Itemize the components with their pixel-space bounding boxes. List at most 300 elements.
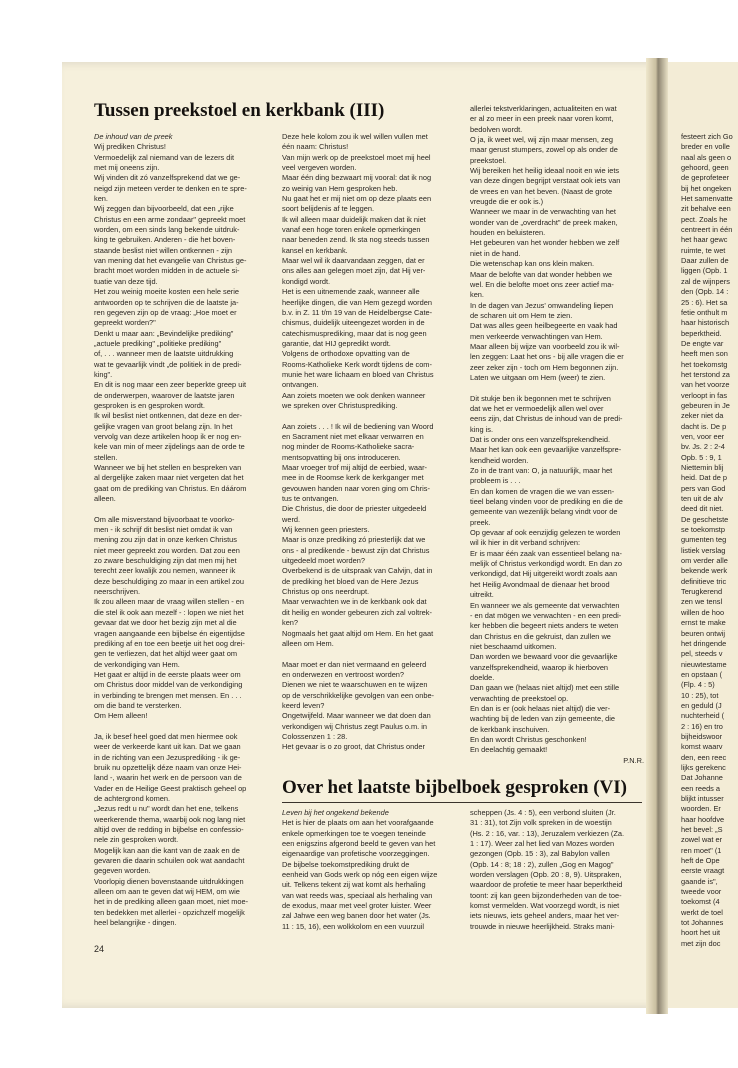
text-line: En deelachtig gemaakt! [470, 745, 548, 755]
text-line: worden verslagen (Opb. 20 : 8, 9). Uitspraken, [470, 870, 622, 880]
next-page-line: zit behalve een [681, 204, 731, 214]
text-line: Dit stukje ben ik begonnen met te schrijven [470, 393, 611, 403]
next-page-line: gumenten teg [681, 535, 727, 545]
next-page-line: de geprofeteer [681, 173, 730, 183]
text-line: neigd zijn meteen verder te denken en te spre- [94, 183, 247, 193]
text-line: Ik wil beslist niet ontkennen, dat deze en der- [94, 411, 242, 421]
text-line: Christus op ons neerdrupt. [282, 587, 370, 597]
text-line: Mogelijk kan aan die kant van de zaak en de [94, 845, 240, 855]
text-line: Wanneer we bij het stellen en bespreken van [94, 463, 242, 472]
text-line: al dergelijke zaken maar niet vergeten dat het [94, 473, 244, 483]
text-line: Dan gaan we (helaas niet altijd) met een stille [470, 683, 620, 693]
next-page-line: het dringende [681, 638, 727, 648]
text-line: preek. [470, 517, 491, 527]
next-page-line: om verder alle [681, 556, 728, 566]
text-line: nog minder de Rooms-Katholieke sacra- [282, 442, 415, 452]
text-line: eenheid van Gods werk op nóg een eigen wijze [282, 870, 438, 880]
text-line: werd. [282, 514, 301, 524]
article-column-1 [94, 132, 272, 928]
next-page-line: se toekomstp [681, 525, 725, 535]
text-line: enkele opmerkingen toe te voegen teneinde [282, 828, 426, 838]
next-page-line: Niettemin blij [681, 463, 724, 472]
next-page-line: tot Johannes [681, 918, 724, 928]
text-line: op de verschrikkelijke gevolgen van een onbe- [282, 690, 435, 700]
text-line: gen te verliezen, dat het altijd weer gaat om [94, 649, 237, 659]
text-line: 1 : 17). Weer zal het lied van Mozes worden [470, 839, 615, 849]
next-page-line: gehoord, geen [681, 163, 729, 173]
text-line: veel vergeven worden. [282, 163, 357, 173]
text-line: vragen aangaande een bijbelse én eigentijdse [94, 628, 245, 638]
next-page-line: heid. Dat de p [681, 473, 728, 483]
text-line: in verbinding te brengen met mensen. En . . . [94, 690, 242, 700]
text-line: neerschrijven. [94, 587, 141, 597]
next-page-line: zen we tensl [681, 597, 723, 607]
text-line: kansel en kerkbank. [282, 245, 348, 255]
text-line: 31 : 31), tot Zijn volk spreken in de woestijn [470, 818, 612, 828]
text-line: in de richting van een Jezusprediking - ik ge- [94, 752, 241, 762]
next-page-line: fetie onthult m [681, 307, 728, 317]
text-line: doelde. [470, 672, 495, 682]
text-line: Dat was alles geen heilbegeerte en vaak had [470, 321, 618, 331]
next-page-line: pect. Zoals he [681, 214, 728, 224]
text-line: niet beschaamd uitkomen. [470, 641, 557, 651]
text-line: bracht moet worden midden in de actuele si- [94, 266, 240, 276]
text-line: ken? [282, 618, 299, 628]
next-page-line: De geschetste [681, 514, 729, 524]
text-line: tus te ontvangen. [282, 494, 339, 504]
next-page-line: tweede voor [681, 887, 722, 897]
text-line: zo zware beschuldiging zijn dat men mij het [94, 556, 237, 566]
second-article-column-2 [470, 808, 648, 932]
next-page-line: Opb. 5 : 9, 1 [681, 452, 722, 462]
text-line: terecht zeer kwalijk zou nemen, wanneer ik [94, 566, 236, 576]
text-line: Aan zoiets moeten we ook denken wanneer [282, 390, 426, 400]
text-line: gegeven worden. [94, 866, 151, 876]
page-gutter [646, 58, 668, 1014]
article-subtitle: De inhoud van de preek [94, 132, 173, 141]
article-column-3 [470, 104, 648, 766]
text-line: Die Christus, die door de priester uitgedeeld [282, 504, 427, 514]
article-column-2 [282, 132, 460, 753]
text-line: de kerkbank inschuiven. [470, 724, 550, 734]
next-page-line: het haar gewc [681, 235, 728, 245]
text-line: de onderwerpen, waarover de laatste jaren [94, 390, 235, 400]
text-line: antwoorden op te schrijven die de laatste ja- [94, 297, 239, 307]
next-page-fragment [668, 62, 738, 1008]
text-line: om die band te versterken. [94, 700, 182, 710]
text-line: ker hebben die begeert niets anders te weten [470, 621, 619, 631]
next-page-line: den (Opb. 14 : [681, 287, 729, 297]
next-page-line: festeert zich Go [681, 132, 733, 141]
text-line: de exodus, maar met veel groter luister. Weer [282, 901, 432, 911]
text-line: En dan komen de vragen die we van essen- [470, 486, 615, 496]
text-line: verwachting de preekstoel op. [470, 693, 569, 703]
paragraph-gap [94, 722, 272, 732]
text-line: Wij bereiken het heilig ideaal nooit en wie iets [470, 166, 620, 176]
next-page-line: definitieve tric [681, 576, 727, 586]
text-line: kendheid worden. [470, 455, 529, 465]
text-line: mening zou zijn dat in onze kerken Christus [94, 535, 237, 545]
text-line: gelijke vragen van groot belang zijn. In het [94, 421, 233, 431]
text-line: er al zo meer in een preek naar voren komt, [470, 114, 614, 124]
next-page-line: 10 : 25), tot [681, 690, 719, 700]
next-page-line: naal als geen o [681, 152, 732, 162]
text-line: Vermoedelijk zal niemand van de lezers dit [94, 152, 235, 162]
text-line: garantie, dat HIJ gepredikt wordt. [282, 338, 391, 348]
text-line: het in de prediking alleen gaan moet, niet moe- [94, 897, 249, 907]
next-page-line: ruimte, te wet [681, 245, 726, 255]
text-line: gezongen (Opb. 15 : 3), zal Babylon vallen [470, 849, 610, 859]
text-line: Laten we uitgaan om Hem (weer) te zien. [470, 372, 606, 382]
text-line: Maar vroeger trof mij altijd de eerbied, waar- [282, 463, 427, 472]
text-line: Het is een uitnemende zaak, wanneer alle [282, 287, 420, 297]
next-page-line: beperktheid. [681, 328, 722, 338]
text-line: Overbekend is de uitspraak van Calvijn, dat in [282, 566, 433, 576]
next-page-line: zowel wat er [681, 835, 723, 845]
next-page-line: het toekomstg [681, 359, 728, 369]
text-line: Wij vinden dit zó vanzelfsprekend dat we ge- [94, 173, 241, 183]
next-page-line: hoort het uit [681, 928, 721, 938]
text-line: b.v. in Z. 11 t/m 19 van de Heidelbergse Cate- [282, 307, 433, 317]
text-line: Het zou weinig moeite kosten een hele serie [94, 287, 240, 297]
text-line: Maar is onze prediking zó priesterlijk dat we [282, 535, 426, 545]
text-line: van wat reeds was, speciaal als herhaling van [282, 890, 433, 900]
text-line: king te gebruiken. Anderen - die het boven- [94, 235, 236, 245]
text-line: van mening dat het evangelie van Christus ge- [94, 256, 247, 266]
next-page-line: zal de wijnpers [681, 276, 730, 286]
text-line: gevouwen handen naar voren ging om Chris- [282, 483, 430, 493]
next-page-line: gebeuren in Je [681, 400, 730, 410]
text-line: verkondigd, dat Hij uitgereikt wordt zoals aan [470, 569, 618, 579]
text-line: wachting bij de leden van zijn gemeente, die [470, 714, 616, 724]
text-line: Maar alleen bij wijze van voorbeeld zou ik wil- [470, 341, 620, 351]
text-line: „Jezus redt u nu" wordt dan het ene, telkens [94, 804, 239, 814]
text-line: alleen om Hem. [282, 638, 334, 648]
next-page-line: centreert in één [681, 225, 733, 235]
next-page-line: het terstond za [681, 369, 730, 379]
next-page-line: bijheidswoor [681, 731, 723, 741]
text-line: men verkeerde verwachtingen van Hem. [470, 331, 603, 341]
text-line: ons - al predikende - bewust zijn dat Christus [282, 545, 430, 555]
text-line: en Sacrament niet met elkaar verwarren en [282, 431, 424, 441]
text-line: mee in de Roomse kerk de kerkganger met [282, 473, 424, 483]
text-line: ken. [470, 290, 484, 300]
text-line: bedolven wordt. [470, 124, 523, 134]
next-page-line: De engte var [681, 338, 724, 348]
title-rule [282, 802, 642, 803]
text-line: Voorlopig dienen bovenstaande uitdrukkingen [94, 876, 244, 886]
text-line: ten bedekken met allerlei - opzichzelf mogelijk [94, 907, 245, 917]
next-page-line: ven, voor eer [681, 431, 725, 441]
text-line: naar beneden zend. Ik sta nog steeds tussen [282, 235, 430, 245]
text-line: zeer zeker zijn - toch om Hem begonnen zijn. [470, 362, 619, 372]
text-line: de achtergrond komen. [94, 794, 171, 803]
text-line: Het gaat er altijd in de eerste plaats weer om [94, 669, 241, 679]
text-line: Maar wel wil ik daarvandaan zeggen, dat er [282, 256, 425, 266]
text-line: weerkerende thema, waarbij ook nog lang niet [94, 814, 246, 824]
text-line: alleen om aan te geven dat wij HEM, om wie [94, 887, 240, 897]
text-line: En dit is nog maar een zeer beperkte greep uit [94, 380, 247, 390]
text-line: wel. En die belofte moet ons zeer actief ma- [470, 279, 614, 289]
paragraph-gap [94, 504, 272, 514]
text-line: niet meer gepreekt zou worden. Dat zou een [94, 545, 240, 555]
text-line: tuatie van deze tijd. [94, 276, 158, 286]
next-page-line: werkt de toel [681, 907, 723, 917]
text-line: Maar één ding bezwaart mij vooral: dat ik nog [282, 173, 432, 183]
next-page-line: toekomst (4 [681, 897, 720, 907]
text-line: kondigd wordt. [282, 276, 331, 286]
text-line: bruik nu opzettelijk déze naam van onze Hei- [94, 762, 242, 772]
text-line: ons alles aan gelegen moet zijn, dat Hij ver- [282, 266, 426, 276]
text-line: van deze dingen begrijpt verstaat ook iets van [470, 176, 621, 186]
text-line: melijk of Christus verkondigd wordt. En dan zo [470, 559, 622, 569]
next-page-line: met zijn doc [681, 938, 721, 948]
next-page-line: beuren ontwij [681, 628, 725, 638]
text-line: uit. Telkens tekent zij wat komt als herhaling [282, 880, 426, 890]
text-line: eigenaardige van profetische voorzeggingen. [282, 849, 430, 859]
next-page-line: van het voorze [681, 380, 730, 390]
text-line: De bijbelse toekomstprediking drukt de [282, 859, 410, 869]
text-line: Die wetenschap kan ons klein maken. [470, 259, 595, 269]
text-line: Maar moet er dan niet vermaand en geleerd [282, 659, 427, 669]
text-line: vanaf een hoge toren enkele opmerkingen [282, 225, 421, 235]
text-line: Er is maar één zaak van essentieel belang na- [470, 548, 623, 558]
next-page-line: den, een reec [681, 752, 727, 762]
second-article-title: Over het laatste bijbelboek gesproken (VI) [282, 777, 627, 798]
next-page-line: Het samenvatte [681, 194, 733, 204]
text-line: Wij prediken Christus! [94, 142, 166, 152]
text-line: soort belijdenis af te leggen. [282, 204, 375, 214]
text-line: met mij oneens zijn. [94, 163, 160, 173]
next-page-line: zeker niet da [681, 411, 724, 421]
text-line: vreugde die er ook is.) [470, 197, 544, 207]
text-line: Ik zou alleen maar de vraag willen stellen - en [94, 597, 244, 607]
text-line: probleem is . . . [470, 476, 521, 486]
next-page-line: nuchterheid ( [681, 711, 725, 721]
next-page-line: eerste vraagt [681, 866, 725, 876]
text-line: ken. [94, 194, 108, 204]
next-page-line: bij het ongeken [681, 183, 732, 193]
text-line: En dan wordt Christus geschonken! [470, 734, 587, 744]
text-line: Om Hem alleen! [94, 711, 148, 721]
article-title: Tussen preekstoel en kerkbank (III) [94, 100, 385, 121]
text-line: Maar het kan ook een gevaarlijke vanzelfspre- [470, 445, 622, 455]
text-line: vervolg van deze artikelen hoop ik er nog en- [94, 431, 242, 441]
text-line: Aan zoiets . . . ! Ik wil de bediening van Woord [282, 421, 434, 431]
text-line: En dan is er (ook helaas niet altijd) die ver- [470, 703, 611, 713]
text-line: gemeente van wezenlijk belang vindt voor de [470, 507, 618, 517]
text-line: altijd over de redding in bijbelse en confessio- [94, 825, 244, 835]
text-line: catechismusprediking, maar dat is nog geen [282, 328, 427, 338]
text-line: nele zin gesproken wordt. [94, 835, 179, 845]
text-line: Zo in de trant van: O, ja natuurlijk, maar het [470, 466, 613, 476]
next-page-line: haar historisch [681, 318, 730, 328]
text-line: munie het ware lichaam en bloed van Christus [282, 369, 434, 379]
text-line: gesproken is en gesproken wordt. [94, 400, 205, 410]
text-line: komst vermelden. Wat voorzegd wordt, is niet [470, 901, 620, 911]
text-line: verkondigen wij Christus zegt Paulus o.m. in [282, 721, 428, 731]
next-page-line: 2 : 16) en tro [681, 721, 723, 731]
next-page-line: Daar zullen de [681, 256, 729, 266]
text-line: alleen. [94, 494, 116, 504]
text-line: gaat om de prediking van Christus. En dáárom [94, 483, 247, 493]
text-line: Wanneer we maar in de verwachting van het [470, 207, 616, 217]
text-line: niet in de hand. [470, 248, 521, 258]
text-line: wil ik hier in dit verband schrijven: [470, 538, 581, 548]
text-line: Dienen we niet te waarschuwen en te wijzen [282, 680, 428, 690]
next-page-line: heeft men son [681, 349, 728, 359]
text-line: wonder van de „overdracht" de preek maken, [470, 217, 618, 227]
text-line: of, . . . wanneer men de laatste uitdrukking [94, 349, 234, 359]
text-line: de verkondiging van Hem. [94, 659, 180, 669]
next-page-line: woorden. Er [681, 804, 721, 814]
text-line: scheppen (Js. 4 : 5), een verbond sluiten (Jr. [470, 808, 616, 817]
text-line: uitgedeeld moet worden? [282, 556, 365, 566]
text-line: stellen. [94, 452, 118, 462]
next-page-line: lijks gerekenc [681, 762, 726, 772]
next-page-line: ernst te make [681, 618, 726, 628]
text-line: om Christus door middel van de verkondiging [94, 680, 243, 690]
text-line: de prediking het bloed van de Here Jezus [282, 576, 419, 586]
text-line: vanzelfsprekendheid, waarop ik hierboven [470, 662, 609, 672]
text-line: trouwde in nieuwe heerlijkheid. Straks mani- [470, 921, 615, 931]
text-line: Om alle misverstand bijvoorbaat te voorko- [94, 514, 235, 524]
text-line: men - ik schrijf dit beslist niet omdat ik van [94, 525, 233, 535]
text-line: gepreekt worden?" [94, 318, 156, 328]
text-line: Deze hele kolom zou ik wel willen vullen met [282, 132, 428, 141]
text-line: len zeggen: Laat het ons - bij alle vragen die er [470, 352, 624, 362]
text-line: deze beschuldiging zo maar in een artikel zou [94, 576, 244, 586]
text-line: Dan worden we bewaard voor die gevaarlijke [470, 652, 618, 662]
text-line: weer de verkeerde kant uit kan. Dat we gaan [94, 742, 241, 752]
text-line: Denkt u maar aan: „Bevindelijke prediking" [94, 328, 234, 338]
text-line: waardoor de profetie te meer haar beperktheid [470, 880, 623, 890]
paragraph-gap [282, 411, 460, 421]
text-line: ontvangen. [282, 380, 319, 390]
text-line: In de dagen van Jezus' omwandeling liepen [470, 300, 614, 310]
next-page-line: heft de Ope [681, 856, 720, 866]
text-line: Wij kennen geen priesters. [282, 525, 370, 535]
next-page-line: ren moet" (1 [681, 845, 722, 855]
text-line: zal Jahwe een weg banen door het water (Js. [282, 911, 431, 921]
next-page-line: ten uit de alv [681, 494, 723, 504]
text-line: keerd leven? [282, 700, 325, 710]
text-line: de vrees en van het beven. (Naast de grote [470, 186, 613, 196]
next-page-line: bv. Js. 2 : 2-4 [681, 442, 725, 452]
text-line: mentsopvatting bij ons introduceren. [282, 452, 401, 462]
next-page-line: breder en volle [681, 142, 730, 152]
text-line: land -, waarin het werk en de persoon van de [94, 773, 242, 783]
text-line: Wij zeggen dan bijvoorbeeld, dat een „rijke [94, 204, 234, 214]
next-page-line: liggen (Opb. 1 [681, 266, 728, 276]
text-line: dit heilig en wonder gebeuren zich zal voltrek- [282, 607, 432, 617]
next-page-line: (Flp. 4 : 5) [681, 680, 715, 690]
next-page-line: listiek verslag [681, 545, 726, 555]
next-page-line: willen de hoo [681, 607, 725, 617]
text-line: Dat is onder ons een vanzelfsprekendheid. [470, 435, 611, 444]
text-line: de scharen uit om Hem te zien. [470, 310, 573, 320]
next-page-line: haar hoofdve [681, 814, 725, 824]
text-line: allerlei tekstverklaringen, actualiteiten en wat [470, 104, 617, 113]
paragraph-gap [470, 383, 648, 393]
text-line: Christus en een arme zondaar" gepreekt moet [94, 214, 246, 224]
next-page-line: dacht is. De p [681, 421, 727, 431]
text-line: O ja, ik weet wel, wij zijn maar mensen, zeg [470, 135, 613, 145]
next-page-line: pers van God [681, 483, 726, 493]
text-line: Het gevaar is o zo groot, dat Christus onder [282, 742, 425, 752]
text-line: houden en beluisteren. [470, 228, 546, 238]
text-line: één naam: Christus! [282, 142, 349, 152]
text-line: Ongetwijfeld. Maar wanneer we dat doen dan [282, 711, 431, 721]
text-line: worden, om een sinds lang bekende uitdruk- [94, 225, 240, 235]
page-number: 24 [94, 944, 105, 954]
text-line: tieel belang vinden voor de prediking en die de [470, 497, 623, 507]
text-line: Maar de belofte van dat wonder hebben we [470, 269, 613, 279]
text-line: heerlijke dingen, die van Hem gezegd worden [282, 297, 432, 307]
text-line: dat we het er vermoedelijk allen wel over [470, 403, 604, 413]
text-line: „actuele prediking" „politieke prediking" [94, 338, 222, 348]
text-line: toont: zij kan geen bijzonderheden van de toe- [470, 890, 622, 900]
next-page-line: 25 : 6). Het sa [681, 297, 728, 307]
text-line: Vader en de Heilige Geest praktisch geheel op [94, 783, 247, 793]
text-line: king is. [470, 424, 494, 434]
next-page-text [668, 132, 738, 949]
next-page-line: een reeds a [681, 783, 721, 793]
text-line: heel belangrijke - dingen. [94, 918, 177, 928]
text-line: staande beslist niet willen ontkennen - zijn [94, 245, 233, 255]
text-line: Maar verwachten we in de kerkbank ook dat [282, 597, 427, 607]
text-line: kele van min of meer zijdelings aan de orde te [94, 442, 245, 452]
text-line: Het is hier de plaats om aan het voorafgaande [282, 818, 434, 828]
author-signature: P.N.R. [623, 755, 644, 765]
text-line: (Opb. 14 : 8; 18 : 2), zullen „Gog en Magog" [470, 859, 614, 869]
text-line: Het gebeuren van het wonder hebben we zelf [470, 238, 620, 248]
text-line: - en dat mögen we verwachten - en een predi- [470, 610, 622, 620]
text-line: Van mijn werk op de preekstoel moet mij heel [282, 152, 431, 162]
text-line: en onderwezen en vertroost worden? [282, 669, 405, 679]
text-line: gevaren die daarin schuilen ook wat aandacht [94, 856, 245, 866]
next-page-line: bekende werk [681, 566, 728, 576]
text-line: eens zijn, dat Christus de inhoud van de predi- [470, 414, 623, 424]
text-line: we spreken over Christusprediking. [282, 400, 398, 410]
next-page-line: en opstaan ( [681, 669, 723, 679]
text-line: Volgens de orthodoxe opvatting van de [282, 349, 410, 359]
text-line: Nogmaals het gaat altijd om Hem. En het gaat [282, 628, 434, 638]
next-page-line: Dat Johanne [681, 773, 723, 783]
text-line: uitreikt. [470, 590, 494, 600]
next-page-line: het bevel: „S [681, 825, 723, 835]
text-line: dan Christus en die gekruist, dan zullen we [470, 631, 611, 641]
text-line: Ik wil alleen maar duidelijk maken dat ik niet [282, 214, 426, 224]
text-line: die stel ik ook aan mezelf - : lopen we niet het [94, 607, 244, 617]
next-page-line: Terugkerend [681, 587, 723, 597]
next-page-line: blijkt intusser [681, 794, 724, 803]
text-line: prediking af en toe een beetje uit het oog drei- [94, 638, 245, 648]
text-line: 11 : 15, 16), een wolkkolom en een vuurzuil [282, 921, 425, 931]
text-line: Op gevaar af ook eenzijdig gelezen te worden [470, 528, 621, 538]
paragraph-gap [282, 649, 460, 659]
text-line: het Heilig Avondmaal de dienaar het brood [470, 579, 610, 589]
second-article-column-1 [282, 808, 460, 932]
text-line: Nu gaat het er mij niet om op deze plaats een [282, 194, 432, 204]
next-page-line: verloopt in fas [681, 390, 728, 400]
next-page-line: pel, steeds v [681, 649, 723, 659]
next-page-line: deed dit niet. [681, 504, 724, 514]
text-line: En wanneer we als gemeente dat verwachten [470, 600, 620, 610]
second-article-subtitle: Leven bij het ongekend bekende [282, 808, 389, 817]
text-line: Colossenzen 1 : 28. [282, 731, 348, 741]
text-line: iets nieuws, iets geheel anders, maar het ver- [470, 911, 620, 921]
